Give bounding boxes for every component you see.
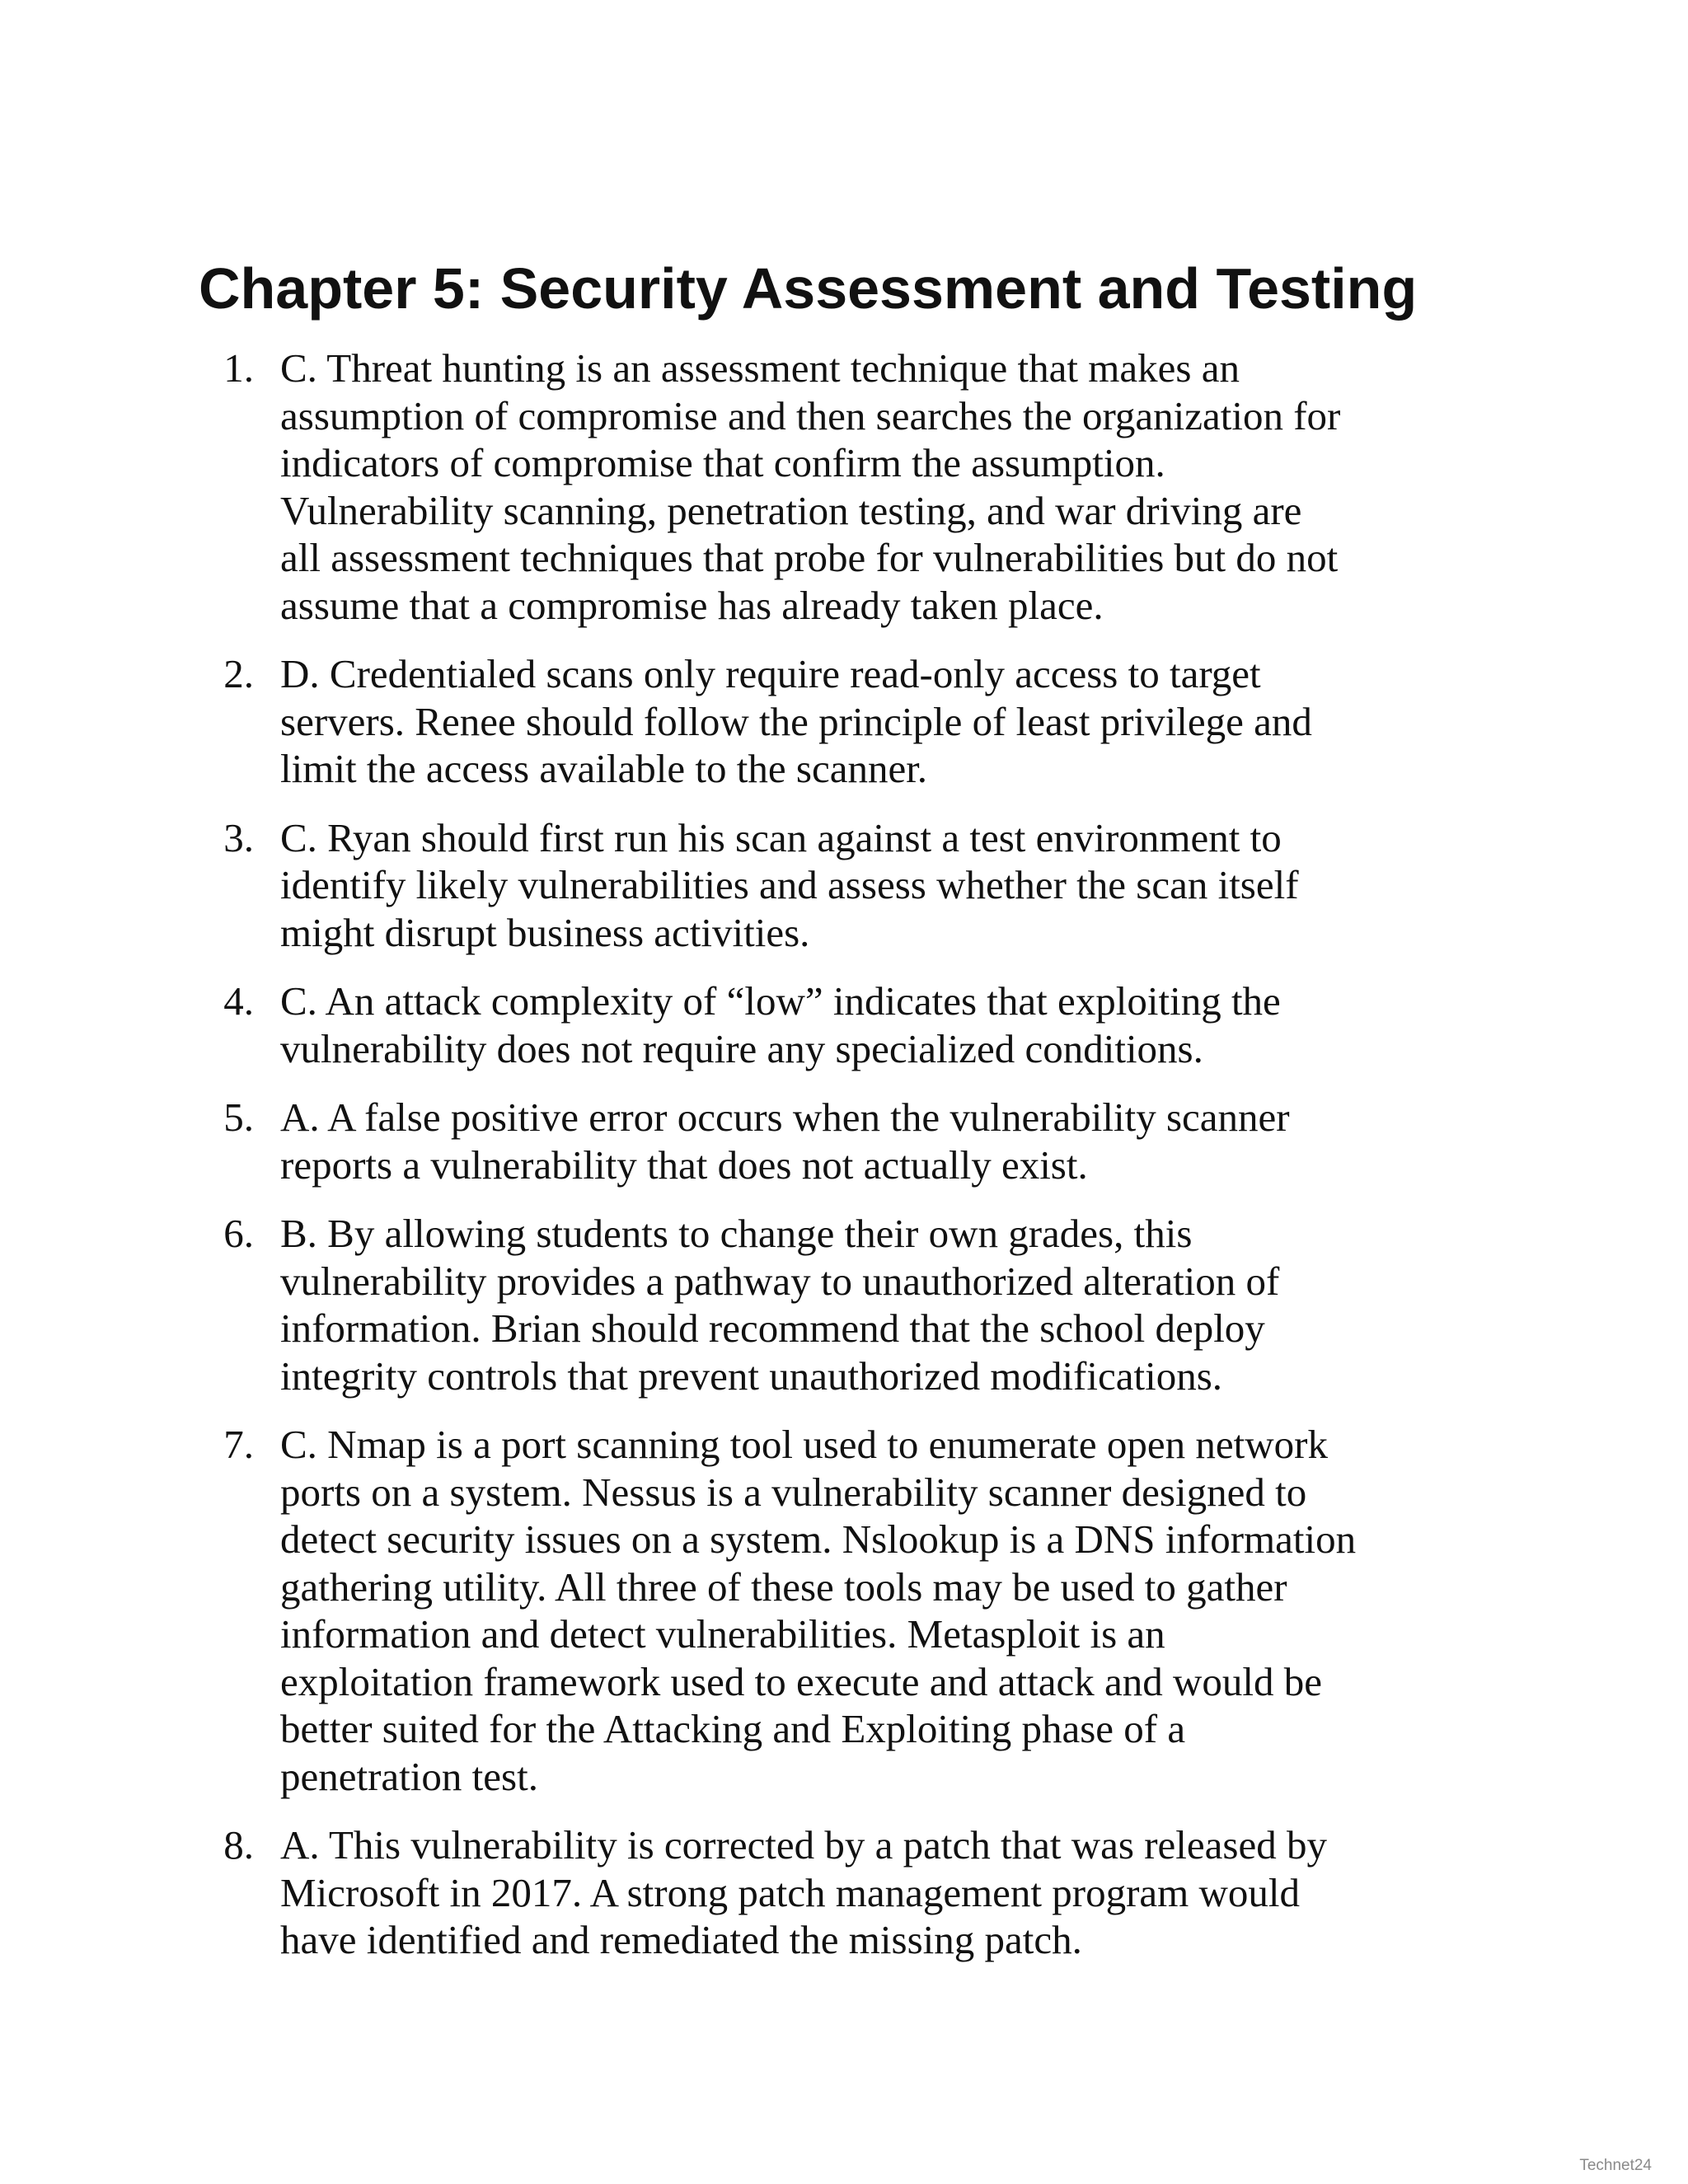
answer-line: C. Nmap is a port scanning tool used to enumerate open network [280,1422,1328,1467]
answer-text [280,814,1517,957]
answer-item-4 [0,977,1688,1072]
answer-item-2 [0,650,1688,793]
answer-line: vulnerability provides a pathway to unauthorized alteration of [280,1258,1280,1304]
chapter-title: Chapter 5: Security Assessment and Testing [199,256,1418,321]
answer-line: A. A false positive error occurs when the vulnerability scanner [280,1094,1290,1140]
answer-line: have identified and remediated the missing patch. [280,1917,1082,1962]
answer-line: limit the access available to the scanner. [280,746,928,791]
answer-line: assume that a compromise has already taken place. [280,582,1104,628]
answer-number: 8. [223,1822,254,1868]
answer-line: ports on a system. Nessus is a vulnerability scanner designed to [280,1469,1307,1515]
answer-item-8 [0,1821,1688,1964]
answer-number: 4. [223,978,254,1024]
answer-item-3 [0,814,1688,957]
answer-line: detect security issues on a system. Nslookup is a DNS information [280,1516,1357,1562]
answer-item-7 [0,1421,1688,1800]
answer-line: information. Brian should recommend that the school deploy [280,1305,1265,1351]
answer-line: reports a vulnerability that does not actually exist. [280,1141,1088,1188]
answer-item-1 [0,344,1688,629]
answer-number: 7. [223,1422,254,1467]
answer-line: Vulnerability scanning, penetration testing, and war driving are [280,487,1302,533]
answer-line: A. This vulnerability is corrected by a patch that was released by [280,1822,1327,1868]
answer-line: C. Ryan should first run his scan against a test environment to [280,814,1282,860]
answer-item-5 [0,1094,1688,1188]
answer-item-6 [0,1210,1688,1399]
answer-line: all assessment techniques that probe for vulnerabilities but do not [280,535,1339,580]
answer-line: vulnerability does not require any specialized conditions. [280,1025,1203,1071]
answer-line: servers. Renee should follow the principle of least privilege and [280,698,1312,744]
answer-line: identify likely vulnerabilities and assess whether the scan itself [280,862,1299,907]
answer-line: better suited for the Attacking and Exploiting phase of a [280,1706,1186,1751]
answer-text [280,977,1517,1072]
answer-line: assumption of compromise and then searches the organization for [280,392,1341,438]
answer-line: C. Threat hunting is an assessment technique that makes an [280,345,1240,391]
answer-text [280,1094,1517,1188]
answer-line: integrity controls that prevent unauthorized modifications. [280,1352,1223,1399]
answer-line: indicators of compromise that confirm the assumption. [280,440,1165,485]
answer-number: 3. [223,814,254,860]
answer-line: D. Credentialed scans only require read-only access to target [280,651,1261,696]
answer-number: 5. [223,1094,254,1140]
answer-line: exploitation framework used to execute and attack and would be [280,1658,1323,1704]
answer-list [0,344,1688,1985]
answer-line: penetration test. [280,1753,538,1799]
answer-text [280,1210,1517,1399]
answer-text [280,1821,1517,1964]
answer-line: information and detect vulnerabilities. Metasploit is an [280,1611,1165,1657]
answer-number: 6. [223,1211,254,1256]
answer-line: Microsoft in 2017. A strong patch management program would [280,1869,1301,1915]
answer-text [280,650,1517,793]
answer-number: 1. [223,345,254,391]
answer-number: 2. [223,651,254,696]
answer-line: C. An attack complexity of “low” indicates that exploiting the [280,978,1281,1024]
answer-line: gathering utility. All three of these tools may be used to gather [280,1563,1287,1610]
watermark: Technet24 [1579,2157,1652,2174]
answer-line: might disrupt business activities. [280,909,810,955]
answer-text [280,1421,1517,1800]
answer-text [280,344,1517,629]
answer-line: B. By allowing students to change their own grades, this [280,1211,1193,1256]
